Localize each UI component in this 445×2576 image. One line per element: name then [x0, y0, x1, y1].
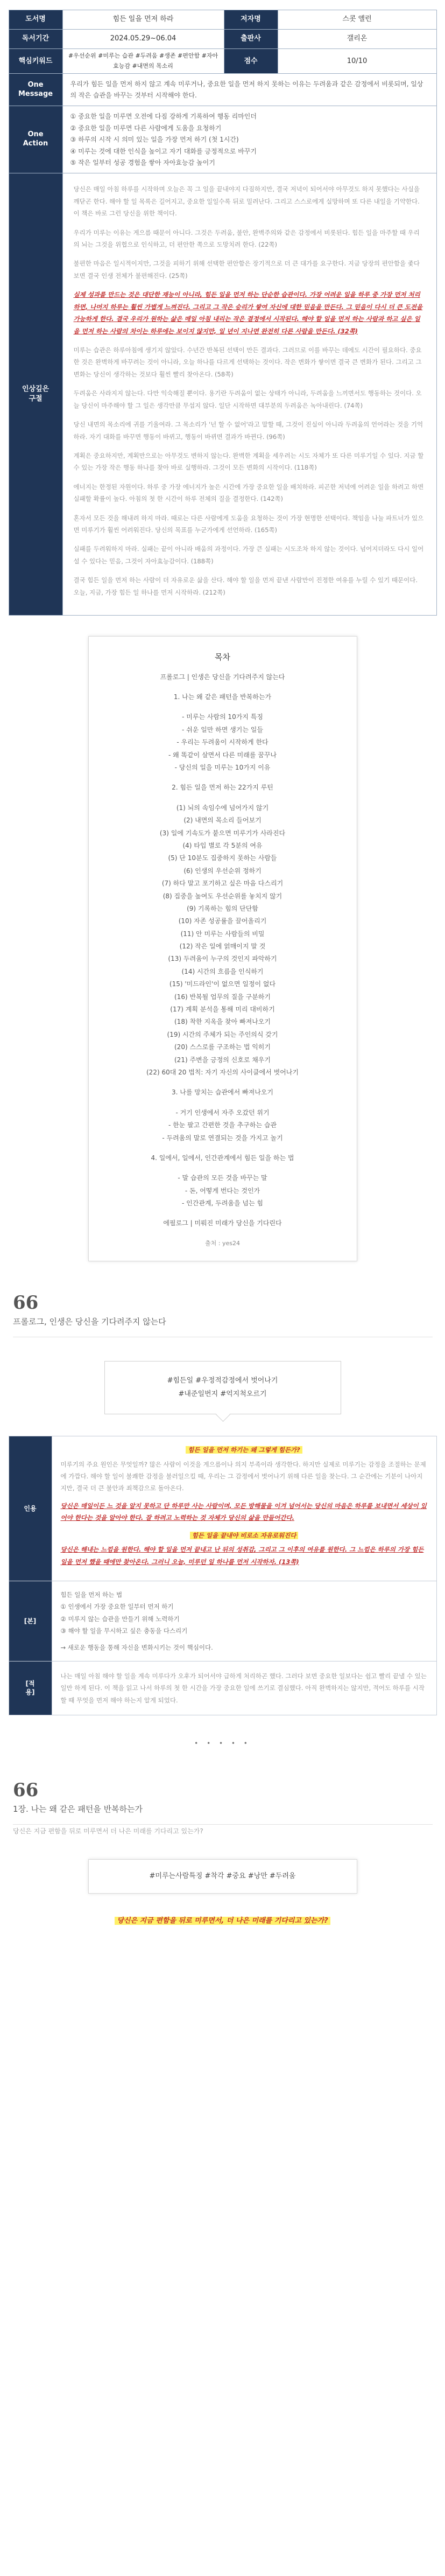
keywords-value: #우선순위 #미루는 습관 #두려움 #생존 #편안함 #자아효능감 #내면의 목소리	[62, 49, 224, 74]
toc-item: (5) 단 10분도 집중하지 못하는 사람들	[168, 854, 277, 862]
toc-item: (3) 일에 기속도가 붙으면 미루기가 사라진다	[159, 829, 286, 837]
review-paragraph: 우리가 미루는 이유는 게으름 때문이 아니다. 그것은 두려움, 불안, 완벽주의와 같은 감정에서 비롯된다. 힘든 일을 마주할 때 우리의 뇌는 그것을 위협으로 인식하고, 더 편안한 쪽으로 도망치려 한다. (22쪽)	[73, 228, 420, 249]
toc-item: - 왜 똑같이 살면서 다른 미래를 꿈꾸나	[168, 751, 277, 759]
knowledge-line: ② 미루지 않는 습관을 만들기 위해 노력하기	[60, 1615, 180, 1623]
closing-text: 당신은 지금 편함을 뒤로 미루면서, 더 나은 미래를 기다리고 있는가?	[115, 1917, 330, 1925]
toc-item: (18) 착한 지옥을 찾아 빠져나오기	[174, 1018, 271, 1026]
toc-item: (1) 뇌의 속임수에 넘어가지 않기	[176, 804, 269, 812]
keywords-label: 핵심키워드	[9, 49, 62, 74]
toc-item: (12) 작은 일에 얽매이지 말 것	[179, 943, 266, 951]
one-message-value: 우리가 힘든 일을 먼저 하지 않고 계속 미루거나, 중요한 일을 먼저 하지 못하는 이유는 두려움과 같은 감정에서 비롯되며, 일상의 작은 습관을 바꾸는 것부터 시작해야 한다.	[62, 74, 436, 106]
section1-quote-table	[9, 1436, 437, 1715]
quote-mark-icon: 66	[13, 1292, 39, 1314]
toc-item: (4) 타입 별로 각 5분의 여유	[182, 841, 263, 849]
toc-item: 출처 : yes24	[205, 1239, 240, 1247]
toc-item: 2. 힘든 일을 먼저 하는 22가지 루틴	[172, 784, 273, 792]
toc-item: - 우리는 두려움이 시작하게 한다	[176, 738, 269, 746]
toc-item: (10) 자존 성공률을 끌어올리기	[178, 917, 267, 925]
toc-item: - 거기 인생에서 자주 오갔던 위기	[175, 1108, 270, 1116]
review-paragraph: 당신은 매일 아침 하루를 시작하며 오늘은 꼭 그 일을 끝내야지 다짐하지만, 결국 저녁이 되어서야 아무것도 하지 못했다는 사실을 깨닫곤 한다. 해야 할 일 목록은 길어지고, 중요한 일일수록 뒤로 밀려난다. 그리고 스스로에게 실망하며 또 다른 내일을 기약한다. 이 책은 바로 그런 당신을 위한 책이다.	[73, 185, 420, 218]
toc-item: (9) 기록하는 힘의 단단함	[187, 904, 258, 912]
review-paragraph: 당신 내면의 목소리에 귀를 기울여라. 그 목소리가 '넌 할 수 없어'라고 말할 때, 그것이 진실이 아니라 두려움의 언어라는 것을 기억하라. 자기 대화를 바꾸면 행동이 바뀌고, 행동이 바뀌면 결과가 바뀐다. (96쪽)	[73, 421, 423, 441]
review-paragraph: 두려움은 사라지지 않는다. 다만 익숙해질 뿐이다. 용기란 두려움이 없는 상태가 아니라, 두려움을 느끼면서도 행동하는 것이다. 오늘 당신이 마주해야 할 그 일은 생각만큼 무섭지 않다. 일단 시작하면 대부분의 두려움은 녹아내린다. (74쪽)	[73, 389, 422, 409]
knowledge-line: ① 인생에서 가장 중요한 일부터 먼저 하기	[60, 1603, 174, 1611]
toc-item: (16) 반복될 업무의 질을 구분하기	[174, 993, 271, 1001]
toc-item: (13) 두려움이 누구의 것인지 파악하기	[168, 955, 277, 963]
review-body	[62, 173, 436, 616]
one-action-label: One Action	[9, 106, 62, 173]
toc-item: - 두려움의 말로 연결되는 것을 가지고 놀기	[162, 1134, 283, 1142]
review-paragraph: 계획은 중요하지만, 계획만으로는 아무것도 변하지 않는다. 완벽한 계획을 세우려는 시도 자체가 또 다른 미루기일 수 있다. 지금 할 수 있는 가장 작은 행동 하나를 찾아 바로 실행하라. 그것이 모든 변화의 시작이다. (118쪽)	[73, 451, 424, 472]
title-label: 도서명	[9, 10, 62, 30]
quote-label: 인용	[9, 1436, 52, 1581]
toc-title: 목차	[215, 652, 230, 662]
knowledge-line: 힘든 일을 먼저 하는 법	[60, 1590, 123, 1598]
section2-closing	[0, 1915, 445, 1927]
author-label: 저자명	[224, 10, 278, 30]
review-label: 인상깊은 구절	[9, 173, 62, 616]
apply-label: [적 용]	[9, 1662, 52, 1715]
toc-item: (21) 주변을 긍정의 신호로 채우기	[174, 1056, 271, 1064]
period-label: 독서기간	[9, 30, 62, 49]
book-author: 스콧 앨런	[278, 10, 436, 30]
toc-list	[105, 671, 341, 1249]
toc-item: - 당신의 일을 미루는 10가지 이유	[174, 763, 271, 771]
toc-item: (15) '미드라인'이 없으면 일정이 없다	[169, 980, 276, 988]
toc-item: - 말 습관의 모든 것을 바꾸는 말	[178, 1174, 267, 1182]
toc-item: (19) 시간의 주체가 되는 주인의식 갖기	[167, 1030, 278, 1038]
book-info-table	[9, 10, 437, 616]
section2-tags: #미루는사람특징 #착각 #중요 #낭만 #두려움	[88, 1859, 357, 1894]
quote-highlight-1: 힘든 일을 먼저 하기는 왜 그렇게 힘든가?	[61, 1444, 428, 1456]
review-paragraph: 에너지는 한정된 자원이다. 하루 중 가장 에너지가 높은 시간에 가장 중요한 일을 배치하라. 피곤한 저녁에 어려운 일을 하려고 하면 실패할 확률이 높다. 아침의 첫 한 시간이 하루 전체의 질을 결정한다. (142쪽)	[73, 483, 424, 503]
one-action-item: ⑤ 작은 일부터 성공 경험을 쌓아 자아효능감 높이기	[70, 158, 215, 166]
knowledge-line: ③ 해야 할 일을 무시하고 싶은 충동을 다스리기	[60, 1627, 188, 1635]
toc-item: 3. 나를 망치는 습관에서 빠져나오기	[172, 1088, 273, 1097]
toc-item: - 쉬운 일만 하면 생기는 일들	[182, 725, 263, 734]
toc-item: 프롤로그 | 인생은 당신을 기다려주지 않는다	[160, 673, 285, 681]
review-paragraph: 혼자서 모든 것을 해내려 하지 마라. 때로는 다른 사람에게 도움을 요청하는 것이 가장 현명한 선택이다. 책임을 나눌 파트너가 있으면 미루기가 훨씬 어려워진다. 당신의 목표를 누군가에게 선언하라. (165쪽)	[73, 514, 424, 534]
toc-item: (20) 스스로를 구조하는 법 익히기	[174, 1043, 271, 1051]
section2-subtitle: 당신은 지금 편함을 뒤로 미루면서 더 나은 미래를 기다리고 있는가?	[13, 1827, 203, 1835]
publisher-label: 출판사	[224, 30, 278, 49]
toc-item: 1. 나는 왜 같은 패턴을 반복하는가	[173, 693, 272, 701]
toc-box	[88, 636, 357, 1261]
quote-body	[52, 1436, 436, 1581]
toc-item: - 미루는 사람의 10가지 특징	[182, 713, 263, 721]
section2-title: 1장. 나는 왜 같은 패턴을 반복하는가	[13, 1803, 433, 1825]
knowledge-note: → 새로운 행동을 통해 자신을 변화시키는 것이 핵심이다.	[60, 1643, 213, 1651]
book-publisher: 갤리온	[278, 30, 436, 49]
section-divider: • • • • •	[194, 1740, 251, 1748]
quote-highlight-paragraph-2: 당신은 해내는 느낌을 원한다. 해야 할 일을 먼저 끝내고 난 뒤의 성취감, 그리고 그 이후의 여유를 원한다. 그 느낌은 하루의 가장 힘든 일을 먼저 했을 때에만 찾아온다. 그러니 오늘, 미루던 일 하나를 먼저 시작하자. (13쪽)	[60, 1546, 424, 1566]
toc-item: (14) 시간의 흐름을 인식하기	[181, 967, 264, 975]
one-action-item: ① 중요한 일을 미루면 오전에 다짐 강하게 기록하여 행동 리마인더	[70, 113, 257, 121]
reading-period: 2024.05.29~06.04	[62, 30, 224, 49]
section1-title: 프롤로그, 인생은 당신을 기다려주지 않는다	[13, 1315, 433, 1337]
review-paragraph: 결국 힘든 일을 먼저 하는 사람이 더 자유로운 삶을 산다. 해야 할 일을 먼저 끝낸 사람만이 진정한 여유를 누릴 수 있기 때문이다. 오늘, 지금, 가장 힘든 일 하나를 먼저 시작하라. (212쪽)	[73, 576, 418, 596]
quote-paragraph: 미루기의 주요 원인은 무엇일까? 많은 사람이 이것을 게으름이나 의지 부족이라 생각한다. 하지만 실제로 미루기는 감정을 조절하는 문제에 가깝다. 해야 할 일이 불쾌한 감정을 불러일으킬 때, 우리는 그 감정에서 벗어나기 위해 다른 일을 찾는다. 그 순간에는 기분이 나아지지만, 결국 더 큰 불안과 죄책감으로 돌아온다.	[60, 1460, 426, 1492]
toc-item: (22) 60대 20 법칙: 자기 자신의 사이클에서 벗어나기	[146, 1068, 299, 1076]
score-label: 점수	[224, 49, 278, 74]
one-action-item: ② 중요한 일을 미루면 다른 사람에게 도움을 요청하기	[70, 124, 222, 132]
review-highlight-paragraph: 실제 성과를 만드는 것은 대단한 재능이 아니라, 힘든 일을 먼저 하는 단순한 습관이다. 가장 어려운 일을 하루 중 가장 먼저 처리하면, 나머지 하루는 훨씬 가볍게 느껴진다. 그리고 그 작은 승리가 쌓여 자신에 대한 믿음을 만든다. 그 믿음이 다시 더 큰 도전을 가능하게 한다. 결국 우리가 원하는 삶은 매일 아침 내리는 작은 결정에서 시작된다. 해야 할 일을 먼저 하는 사람과 하고 싶은 일을 먼저 하는 사람의 차이는 하루에는 보이지 않지만, 일 년이 지나면 완전히 다른 사람을 만든다. (32쪽)	[73, 291, 423, 335]
review-paragraph: 실패를 두려워하지 마라. 실패는 끝이 아니라 배움의 과정이다. 가장 큰 실패는 시도조차 하지 않는 것이다. 넘어지더라도 다시 일어설 수 있다는 믿음, 그것이 자아효능감이다. (188쪽)	[73, 545, 424, 565]
one-action-list	[62, 106, 436, 173]
toc-item: (2) 내면의 목소리 들어보기	[183, 816, 262, 825]
toc-item: 에필로그 | 미뤄진 미래가 당신을 기다린다	[163, 1219, 282, 1227]
quote-highlight-2: 힘든 일을 끝내야 비로소 자유로워진다	[61, 1530, 428, 1541]
score-value: 10/10	[278, 49, 436, 74]
toc-item: - 인간관계, 두려움을 넘는 힘	[182, 1199, 263, 1207]
toc-item: (8) 집중을 높여도 우선순위를 놓치지 않기	[163, 892, 282, 900]
quote-highlight-paragraph: 당신은 매일이든 느 것을 알지 못하고 단 하루만 사는 사람이며, 모든 방해물을 이겨 넘어서는 당신의 마음은 하루를 보내면서 세상이 있어야 한다는 것을 알아야 한다. 잘 하려고 노력하는 것 자체가 당신의 삶을 만들어간다.	[60, 1502, 427, 1522]
review-paragraph: 불편한 마음은 일시적이지만, 그것을 피하기 위해 선택한 편안함은 장기적으로 더 큰 대가를 요구한다. 지금 당장의 편안함을 좇다 보면 결국 인생 전체가 불편해진다. (25쪽)	[73, 260, 420, 280]
one-action-item: ④ 미루는 것에 대한 인식을 높이고 자기 대화를 긍정적으로 바꾸기	[70, 147, 257, 155]
one-message-label: One Message	[9, 74, 62, 106]
one-action-item: ③ 하루의 시작 시 의미 있는 일을 가장 먼저 하기 (첫 1시간)	[70, 136, 239, 144]
section1-tags: #힘든일 #우정적감정에서 벗어나기 #내준일번지 #억지척오르기	[104, 1361, 341, 1414]
toc-item: - 한눈 팔고 간편한 것을 추구하는 습관	[168, 1121, 277, 1129]
toc-item: (7) 하다 말고 포기하고 싶은 마음 다스리기	[161, 879, 284, 888]
knowledge-label: [본]	[9, 1581, 52, 1661]
apply-body: 나는 매일 아침 해야 할 일을 계속 미루다가 오후가 되어서야 급하게 처리하곤 했다. 그러다 보면 중요한 일보다는 쉽고 빨리 끝낼 수 있는 일만 하게 된다. 이 책을 읽고 나서 하루의 첫 한 시간을 가장 중요한 일에 쓰기로 결심했다. 아직 완벽하지는 않지만, 적어도 하루를 시작할 때 무엇을 먼저 해야 하는지 알게 되었다.	[52, 1662, 436, 1715]
review-paragraph: 미루는 습관은 하루아침에 생기지 않았다. 수년간 반복된 선택이 만든 결과다. 그러므로 이를 바꾸는 데에도 시간이 필요하다. 중요한 것은 완벽하게 바꾸려는 것이 아니라, 오늘 하나를 다르게 선택하는 것이다. 작은 변화가 쌓이면 결국 큰 변화가 된다. 그리고 그 변화는 당신이 생각하는 것보다 훨씬 빨리 찾아온다. (58쪽)	[73, 346, 422, 378]
toc-item: - 돈, 어떻게 번다는 것인가	[185, 1186, 260, 1195]
quote-mark-icon: 66	[13, 1779, 39, 1802]
toc-item: (6) 인생의 우선순위 정하기	[183, 867, 262, 875]
knowledge-body	[52, 1581, 436, 1661]
toc-item: (17) 계획 분석을 통해 미리 대비하기	[170, 1006, 275, 1014]
book-title: 힘든 일을 먼저 하라	[62, 10, 224, 30]
toc-item: (11) 안 미루는 사람들의 비밀	[180, 930, 265, 938]
toc-item: 4. 일에서, 일에서, 인간관계에서 힘든 일을 하는 법	[151, 1154, 294, 1162]
